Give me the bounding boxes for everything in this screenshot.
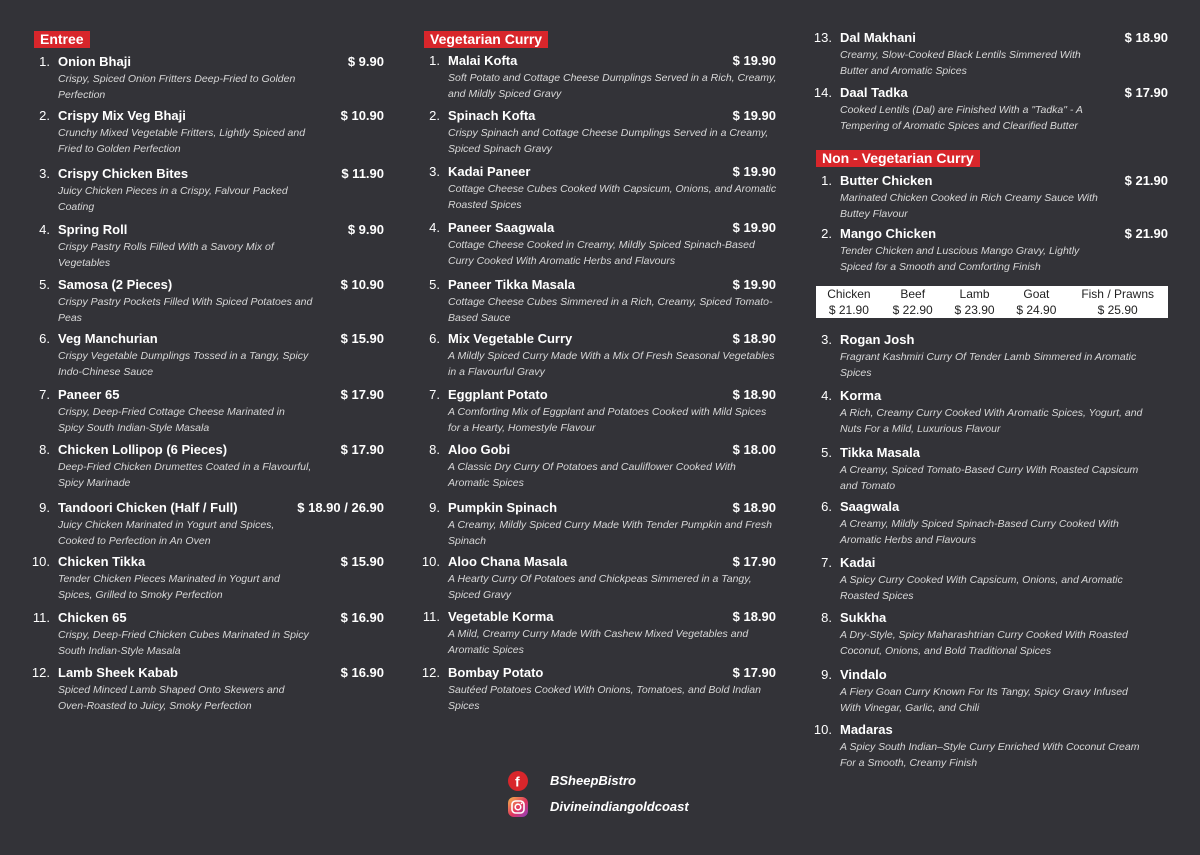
item-number: 6. (821, 499, 832, 514)
item-number: 13. (813, 30, 832, 45)
item-description: A Creamy, Spiced Tomato-Based Curry With Roasted Capsicum and Tomato (840, 464, 1139, 492)
item-number: 7. (39, 387, 50, 402)
item-description: Crispy Vegetable Dumplings Tossed in a Tangy, Spicy Indo-Chinese Sauce (58, 350, 309, 378)
menu-item (816, 499, 1168, 551)
menu-item (424, 387, 776, 439)
item-price: $ 9.90 (347, 222, 384, 237)
price-table-header: Lamb (959, 287, 990, 301)
item-name: Kadai Paneer (448, 164, 531, 179)
item-price: $ 18.90 (1124, 30, 1168, 45)
menu-item (34, 277, 384, 329)
item-number: 10. (813, 722, 832, 737)
item-number: 5. (429, 277, 440, 292)
item-name: Spinach Kofta (448, 108, 536, 123)
item-number: 9. (429, 500, 440, 515)
menu-item (424, 277, 776, 329)
menu-item (424, 164, 776, 216)
price-table-price: $ 24.90 (1016, 303, 1057, 317)
item-name: Dal Makhani (840, 30, 916, 45)
price-table-header: Beef (900, 287, 926, 301)
item-name: Aloo Gobi (448, 442, 511, 457)
item-description: A Hearty Curry Of Potatoes and Chickpeas Simmered in a Tangy, Spiced Gravy (448, 573, 752, 601)
item-number: 12. (31, 665, 50, 680)
item-name: Chicken Tikka (58, 554, 146, 569)
item-description: Deep-Fried Chicken Drumettes Coated in a Flavourful, Spicy Marinade (58, 461, 312, 489)
item-description: Sautéed Potatoes Cooked With Onions, Tomatoes, and Bold Indian Spices (448, 684, 761, 712)
item-price: $ 16.90 (340, 665, 384, 680)
menu-item (34, 222, 384, 274)
menu-item (34, 166, 384, 218)
nonveg-section-title: Non - Vegetarian Curry (816, 150, 980, 167)
price-table-price: $ 23.90 (954, 303, 995, 317)
item-name: Malai Kofta (448, 53, 518, 68)
item-description: Creamy, Slow-Cooked Black Lentils Simmered With Butter and Aromatic Spices (840, 49, 1081, 77)
item-name: Paneer 65 (58, 387, 120, 402)
menu-item (816, 667, 1168, 719)
menu-item (34, 442, 384, 494)
veg-curry-section-title: Vegetarian Curry (424, 31, 548, 48)
item-number: 1. (39, 54, 50, 69)
item-name: Sukkha (840, 610, 887, 625)
item-number: 4. (39, 222, 50, 237)
menu-item (816, 445, 1168, 497)
item-description: A Mildly Spiced Curry Made With a Mix Of Fresh Seasonal Vegetables in a Flavourful Gravy (448, 350, 775, 378)
item-name: Chicken 65 (58, 610, 127, 625)
item-number: 10. (421, 554, 440, 569)
item-price: $ 19.90 (732, 277, 776, 292)
item-name: Tikka Masala (840, 445, 920, 460)
item-number: 2. (429, 108, 440, 123)
item-name: Mango Chicken (840, 226, 937, 241)
item-description: Soft Potato and Cottage Cheese Dumplings Served in a Rich, Creamy, and Mildly Spiced Gravy (448, 72, 777, 100)
item-name: Rogan Josh (840, 332, 915, 347)
item-number: 9. (821, 667, 832, 682)
item-name: Lamb Sheek Kabab (58, 665, 178, 680)
entree-section-title: Entree (34, 31, 90, 48)
item-name: Pumpkin Spinach (448, 500, 558, 515)
price-table-price: $ 21.90 (828, 303, 869, 317)
item-number: 1. (821, 173, 832, 188)
price-table-price: $ 25.90 (1097, 303, 1138, 317)
menu-item (424, 442, 776, 494)
menu-item (424, 220, 776, 272)
item-number: 7. (821, 555, 832, 570)
item-description: Tender Chicken and Luscious Mango Gravy, Lightly Spiced for a Smooth and Comforting Finish (840, 245, 1080, 273)
item-price: $ 18.90 (732, 387, 776, 402)
item-name: Vindalo (840, 667, 887, 682)
instagram-icon (508, 797, 528, 817)
item-price: $ 19.90 (732, 220, 776, 235)
price-table-header: Chicken (827, 287, 871, 301)
item-number: 11. (32, 610, 50, 625)
item-description: Cottage Cheese Cooked in Creamy, Mildly Spiced Spinach-Based Curry Cooked With Aromatic Herbs and Flavours (448, 239, 755, 267)
item-price: $ 19.90 (732, 53, 776, 68)
item-number: 6. (39, 331, 50, 346)
menu-item (813, 722, 1168, 774)
item-name: Aloo Chana Masala (448, 554, 568, 569)
item-description: Spiced Minced Lamb Shaped Onto Skewers and Oven-Roasted to Juicy, Smoky Perfection (58, 684, 285, 712)
item-number: 14. (813, 85, 832, 100)
menu-item (424, 331, 776, 383)
item-price: $ 18.90 (732, 609, 776, 624)
item-number: 2. (39, 108, 50, 123)
item-price: $ 15.90 (340, 331, 384, 346)
item-price: $ 21.90 (1124, 173, 1168, 188)
item-number: 8. (429, 442, 440, 457)
item-description: A Classic Dry Curry Of Potatoes and Cauliflower Cooked With Aromatic Spices (448, 461, 736, 489)
item-price: $ 11.90 (341, 166, 384, 181)
item-description: A Rich, Creamy Curry Cooked With Aromatic Spices, Yogurt, and Nuts For a Mild, Luxurious Flavour (840, 407, 1143, 435)
item-description: Cottage Cheese Cubes Cooked With Capsicum, Onions, and Aromatic Roasted Spices (448, 183, 777, 211)
item-name: Crispy Chicken Bites (58, 166, 189, 181)
item-description: Juicy Chicken Marinated in Yogurt and Spices, Cooked to Perfection in An Oven (58, 519, 275, 547)
item-price: $ 17.90 (1124, 85, 1168, 100)
item-name: Spring Roll (58, 222, 128, 237)
item-name: Tandoori Chicken (Half / Full) (58, 500, 238, 515)
item-description: A Creamy, Mildly Spiced Spinach-Based Curry Cooked With Aromatic Herbs and Flavours (840, 518, 1119, 546)
menu-item (816, 332, 1168, 384)
item-description: A Creamy, Mildly Spiced Curry Made With Tender Pumpkin and Fresh Spinach (448, 519, 772, 547)
item-name: Bombay Potato (448, 665, 544, 680)
price-table-price-row (816, 302, 1168, 318)
price-table-header: Goat (1023, 287, 1050, 301)
price-table-price: $ 22.90 (892, 303, 933, 317)
facebook-icon (508, 771, 528, 791)
item-price: $ 19.90 (732, 164, 776, 179)
item-description: Crispy Pastry Rolls Filled With a Savory Mix of Vegetables (58, 241, 274, 269)
item-number: 1. (429, 53, 440, 68)
item-name: Vegetable Korma (448, 609, 554, 624)
menu-item (424, 500, 776, 552)
item-price: $ 18.90 (732, 331, 776, 346)
item-price: $ 17.90 (340, 387, 384, 402)
item-description: Crispy Pastry Pockets Filled With Spiced Potatoes and Peas (58, 296, 313, 324)
item-name: Kadai (840, 555, 876, 570)
item-price: $ 10.90 (340, 108, 384, 123)
item-number: 7. (429, 387, 440, 402)
meat-price-table (816, 286, 1168, 318)
item-name: Crispy Mix Veg Bhaji (58, 108, 186, 123)
item-description: Crispy, Deep-Fried Cottage Cheese Marinated in Spicy South Indian-Style Masala (58, 406, 285, 434)
menu-item (816, 173, 1168, 225)
item-number: 2. (821, 226, 832, 241)
item-number: 8. (821, 610, 832, 625)
item-number: 4. (821, 388, 832, 403)
menu-item (816, 226, 1168, 278)
item-name: Madaras (840, 722, 893, 737)
item-name: Korma (840, 388, 882, 403)
menu-item (31, 554, 384, 606)
item-name: Paneer Tikka Masala (448, 277, 575, 292)
item-name: Veg Manchurian (58, 331, 158, 346)
facebook-handle: BSheepBistro (550, 773, 636, 788)
menu-item (816, 388, 1168, 440)
item-price: $ 10.90 (340, 277, 384, 292)
item-price: $ 21.90 (1124, 226, 1168, 241)
item-price: $ 17.90 (732, 554, 776, 569)
menu-item (34, 610, 384, 662)
item-description: Tender Chicken Pieces Marinated in Yogurt and Spices, Grilled to Smoky Perfection (58, 573, 280, 601)
menu-item (34, 387, 384, 439)
item-price: $ 17.90 (732, 665, 776, 680)
menu-item (421, 554, 776, 606)
item-name: Onion Bhaji (58, 54, 131, 69)
item-number: 5. (39, 277, 50, 292)
menu-item (31, 665, 384, 717)
item-description: A Spicy South Indian–Style Curry Enriched With Coconut Cream For a Smooth, Creamy Finish (840, 741, 1140, 769)
item-price: $ 17.90 (340, 442, 384, 457)
menu-item (421, 665, 776, 717)
item-name: Mix Vegetable Curry (448, 331, 573, 346)
item-description: Crispy, Deep-Fried Chicken Cubes Marinated in Spicy South Indian-Style Masala (58, 629, 309, 657)
menu-item (34, 108, 384, 160)
item-name: Butter Chicken (840, 173, 933, 188)
item-name: Paneer Saagwala (448, 220, 555, 235)
item-description: Crispy Spinach and Cottage Cheese Dumplings Served in a Creamy, Spiced Spinach Gravy (448, 127, 769, 155)
item-description: Cottage Cheese Cubes Simmered in a Rich, Creamy, Spiced Tomato-Based Sauce (448, 296, 773, 324)
menu-item (816, 610, 1168, 662)
item-price: $ 18.90 (732, 500, 776, 515)
item-description: A Dry-Style, Spicy Maharashtrian Curry Cooked With Roasted Coconut, Onions, and Bold Traditional Spices (840, 629, 1128, 657)
item-number: 8. (39, 442, 50, 457)
item-description: Juicy Chicken Pieces in a Crispy, Falvour Packed Coating (58, 185, 288, 213)
menu-item (34, 54, 384, 106)
item-description: A Comforting Mix of Eggplant and Potatoes Cooked with Mild Spices for a Hearty, Homestyle Flavour (448, 406, 767, 434)
menu-item (424, 108, 776, 160)
price-table-header-row (816, 286, 1168, 302)
item-name: Chicken Lollipop (6 Pieces) (58, 442, 228, 457)
item-description: A Spicy Curry Cooked With Capsicum, Onions, and Aromatic Roasted Spices (840, 574, 1123, 602)
svg-text:f: f (515, 773, 520, 790)
item-description: Fragrant Kashmiri Curry Of Tender Lamb Simmered in Aromatic Spices (840, 351, 1137, 379)
item-name: Eggplant Potato (448, 387, 548, 402)
item-description: Marinated Chicken Cooked in Rich Creamy Sauce With Buttey Flavour (840, 192, 1098, 220)
item-name: Saagwala (840, 499, 900, 514)
item-price: $ 18.00 (732, 442, 776, 457)
menu-item (813, 85, 1168, 137)
item-number: 6. (429, 331, 440, 346)
item-description: Cooked Lentils (Dal) are Finished With a "Tadka" - A Tempering of Aromatic Spices and Clearified Butter (840, 104, 1083, 132)
price-table-header: Fish / Prawns (1081, 287, 1154, 301)
item-name: Daal Tadka (840, 85, 908, 100)
menu-item (813, 30, 1168, 82)
item-number: 12. (421, 665, 440, 680)
item-number: 11. (422, 609, 440, 624)
menu-item (34, 500, 384, 552)
menu-item (34, 331, 384, 383)
item-price: $ 16.90 (340, 610, 384, 625)
item-price: $ 15.90 (340, 554, 384, 569)
item-number: 3. (821, 332, 832, 347)
menu-item (816, 555, 1168, 607)
menu-item (424, 609, 776, 661)
item-description: Crispy, Spiced Onion Fritters Deep-Fried to Golden Perfection (58, 73, 296, 101)
item-number: 5. (821, 445, 832, 460)
item-description: A Mild, Creamy Curry Made With Cashew Mixed Vegetables and Aromatic Spices (448, 628, 749, 656)
item-number: 3. (39, 166, 50, 181)
item-price: $ 9.90 (347, 54, 384, 69)
item-price: $ 19.90 (732, 108, 776, 123)
item-number: 10. (31, 554, 50, 569)
item-number: 4. (429, 220, 440, 235)
item-name: Samosa (2 Pieces) (58, 277, 173, 292)
instagram-handle: Divineindiangoldcoast (550, 799, 689, 814)
item-price: $ 18.90 / 26.90 (297, 500, 384, 515)
item-description: Crunchy Mixed Vegetable Fritters, Lightly Spiced and Fried to Golden Perfection (58, 127, 306, 155)
item-number: 9. (39, 500, 50, 515)
menu-item (424, 53, 776, 105)
item-number: 3. (429, 164, 440, 179)
item-description: A Fiery Goan Curry Known For Its Tangy, Spicy Gravy Infused With Vinegar, Garlic, and Chili (840, 686, 1128, 714)
